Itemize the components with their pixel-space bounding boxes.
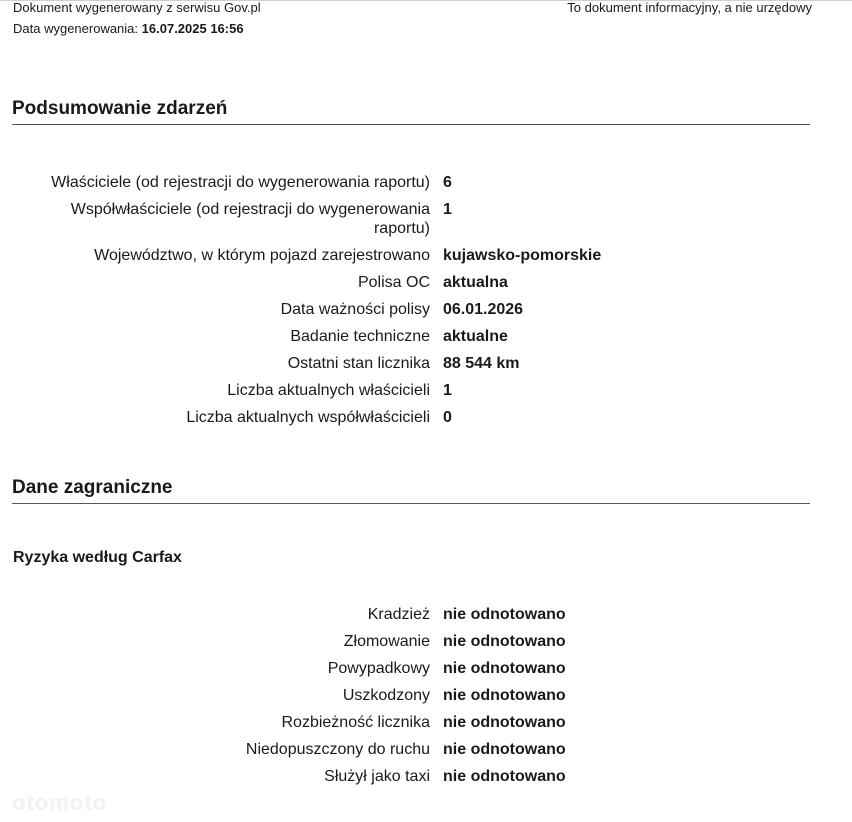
summary-table: [0, 173, 852, 427]
summary-value: 6: [443, 174, 452, 191]
carfax-value: nie odnotowano: [443, 606, 566, 623]
summary-row: [0, 408, 852, 427]
summary-row: [0, 246, 852, 265]
carfax-value: nie odnotowano: [443, 714, 566, 731]
carfax-row: [0, 605, 852, 624]
summary-row: [0, 381, 852, 400]
generation-date: [13, 21, 244, 37]
carfax-row: [0, 713, 852, 732]
carfax-value: nie odnotowano: [443, 687, 566, 704]
carfax-value: nie odnotowano: [443, 741, 566, 758]
summary-value: kujawsko-pomorskie: [443, 247, 602, 264]
summary-value: aktualna: [443, 274, 508, 291]
summary-label: Liczba aktualnych współwłaścicieli: [186, 409, 430, 426]
summary-label: Data ważności polisy: [280, 301, 430, 318]
document-disclaimer: To dokument informacyjny, a nie urzędowy: [567, 0, 812, 15]
summary-value: 06.01.2026: [443, 301, 524, 318]
carfax-row: [0, 659, 852, 678]
summary-label: Liczba aktualnych właścicieli: [227, 382, 430, 399]
carfax-label: Kradzież: [367, 606, 430, 623]
summary-row: [0, 200, 852, 238]
summary-row: [0, 273, 852, 292]
carfax-row: [0, 740, 852, 759]
summary-value: 1: [443, 382, 452, 399]
carfax-label: Służył jako taxi: [324, 768, 430, 785]
summary-label: Województwo, w którym pojazd zarejestrowano: [94, 247, 430, 264]
summary-row: [0, 173, 852, 192]
summary-value: 88 544 km: [443, 355, 520, 372]
summary-row: [0, 300, 852, 319]
generation-date-value: 16.07.2025 16:56: [141, 21, 244, 36]
summary-label: Właściciele (od rejestracji do wygenerowania raportu): [51, 174, 430, 191]
generation-date-label: Data wygenerowania:: [13, 21, 139, 36]
carfax-label: Złomowanie: [343, 633, 430, 650]
summary-value: 0: [443, 409, 452, 426]
summary-row: [0, 354, 852, 373]
summary-section-title: Podsumowanie zdarzeń: [12, 97, 810, 125]
watermark-logo: otomoto: [12, 790, 107, 815]
carfax-value: nie odnotowano: [443, 768, 566, 785]
summary-value: 1: [443, 201, 452, 218]
summary-label: Badanie techniczne: [290, 328, 430, 345]
carfax-row: [0, 767, 852, 786]
summary-label: Współwłaściciele (od rejestracji do wygenerowania raportu): [70, 201, 430, 237]
carfax-label: Niedopuszczony do ruchu: [245, 741, 430, 758]
carfax-value: nie odnotowano: [443, 660, 566, 677]
carfax-row: [0, 632, 852, 651]
carfax-table: [0, 605, 852, 786]
document-source: Dokument wygenerowany z serwisu Gov.pl: [13, 0, 261, 15]
foreign-section-title: Dane zagraniczne: [12, 476, 810, 504]
summary-label: Polisa OC: [357, 274, 430, 291]
carfax-label: Powypadkowy: [327, 660, 430, 677]
carfax-subtitle: Ryzyka według Carfax: [13, 549, 182, 566]
carfax-label: Uszkodzony: [342, 687, 430, 704]
summary-row: [0, 327, 852, 346]
carfax-row: [0, 686, 852, 705]
carfax-value: nie odnotowano: [443, 633, 566, 650]
carfax-label: Rozbieżność licznika: [281, 714, 430, 731]
summary-value: aktualne: [443, 328, 508, 345]
summary-label: Ostatni stan licznika: [287, 355, 430, 372]
